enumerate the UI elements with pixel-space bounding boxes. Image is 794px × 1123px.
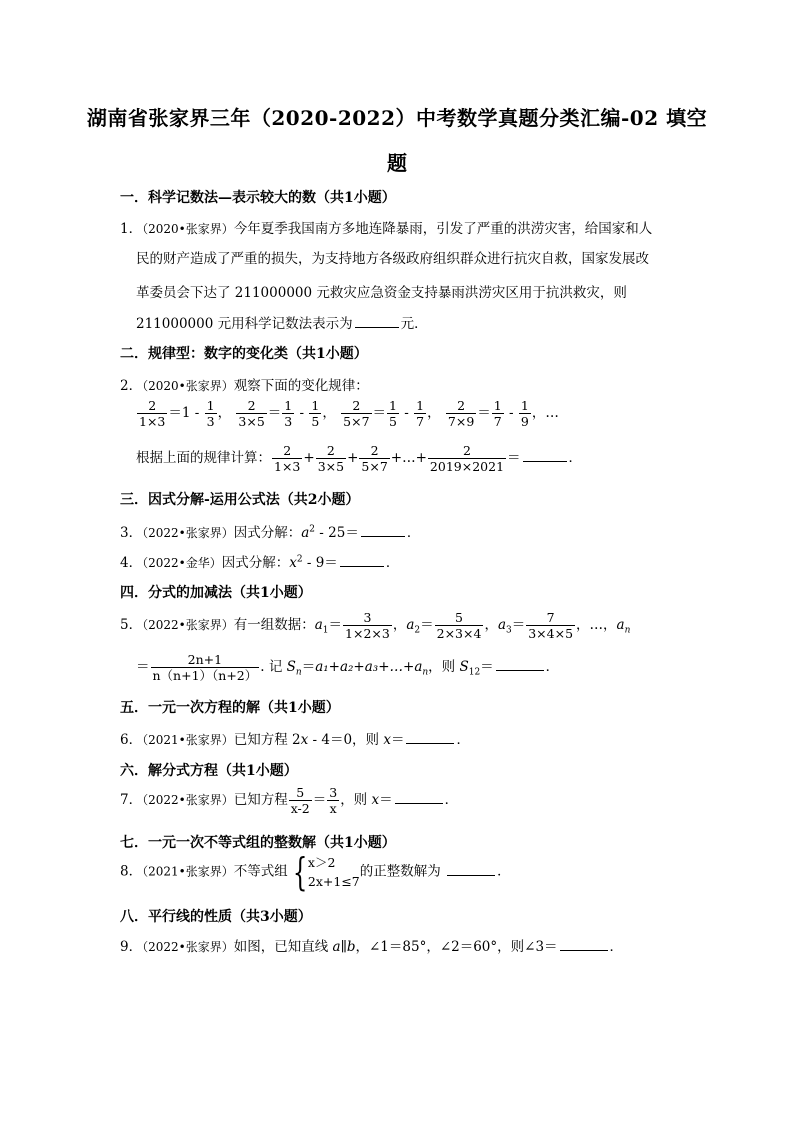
answer-blank xyxy=(395,791,443,804)
question-1-line-2: 民的财产造成了严重的损失，为支持地方各级政府组织群众进行抗灾自救，国家发展改 xyxy=(136,251,649,267)
question-4: 4．（2022•金华）因式分解：$x^2 - 9=$ ． xyxy=(120,554,400,571)
document-title-line2: 题 xyxy=(387,151,407,175)
question-1-line-4: 211000000 元用科学记数法表示为 元． xyxy=(136,316,428,332)
answer-blank xyxy=(560,938,608,951)
section-heading-6: 六．解分式方程（共1小题） xyxy=(120,763,298,779)
section-heading-8: 八．平行线的性质（共3小题） xyxy=(120,909,312,925)
question-8: 8．（2021•张家界）不等式组 { x＞2 2x+1≤7 的正整数解为 ． xyxy=(120,850,511,894)
answer-blank xyxy=(496,658,544,671)
section-heading-7: 七．一元一次不等式组的整数解（共1小题） xyxy=(120,835,396,851)
question-6: 6．（2021•张家界）已知方程 2x - 4＝0，则 x＝ ． xyxy=(120,732,470,748)
question-5-line-1: 5．（2022•张家界）有一组数据：$a_1=$ $\frac{3}{1\times 2\times 3}$ ，$a_2=$ $\frac{5}{2\times 3\times 4}$ ，$a_3=$ $\frac{7}{3\times 4\times 5}$ ，…，$a_n$ xyxy=(120,610,631,641)
section-heading-5: 五．一元一次方程的解（共1小题） xyxy=(120,700,340,716)
question-3: 3．（2022•张家界）因式分解：$a^2 - 25=$ ． xyxy=(120,524,421,541)
section-heading-4: 四．分式的加减法（共1小题） xyxy=(120,585,312,601)
answer-blank xyxy=(406,731,454,744)
brace-icon: { xyxy=(292,850,308,894)
section-heading-1: 一．科学记数法—表示较大的数（共1小题） xyxy=(120,190,396,206)
fraction: $\frac{2}{1\times 3}$ xyxy=(139,398,166,429)
answer-blank xyxy=(361,524,405,537)
question-source: （2020•张家界） xyxy=(142,222,234,236)
answer-blank xyxy=(447,863,495,876)
question-2-line-1: 2．（2020•张家界）观察下面的变化规律： xyxy=(120,378,369,394)
question-1-line-1: 1．（2020•张家界）今年夏季我国南方多地连降暴雨，引发了严重的洪涝灾害，给国家和人 xyxy=(120,221,653,237)
document-title-line1: 湖南省张家界三年（2020-2022）中考数学真题分类汇编-02 填空 xyxy=(86,106,708,130)
question-1-line-3: 革委员会下达了 211000000 元救灾应急资金支持暴雨洪涝灾区用于抗洪救灾，则 xyxy=(136,285,627,301)
section-heading-3: 三．因式分解-运用公式法（共2小题） xyxy=(120,492,360,508)
question-9: 9．（2022•张家界）如图，已知直线 a∥b，∠1＝85°，∠2＝60°，则∠3＝ ． xyxy=(120,939,624,955)
question-5-line-2: ＝ $\frac{2n+1}{n(n+1)(n+2)}$ . 记 $S_n=a_1+a_2+a_3+\dots+a_n$，则 $S_{12}=$ ． xyxy=(136,652,560,683)
answer-blank xyxy=(523,449,567,462)
question-2-calc: 根据上面的规律计算： $\frac{2}{1\times 3}$ + $\frac{2}{3\times 5}$ + $\frac{2}{5\times 7}$ +…+ $\frac{2}{2019\times 2021}$ ＝ ． xyxy=(136,443,583,474)
answer-blank xyxy=(340,554,384,567)
question-number: 1． xyxy=(120,221,143,237)
question-2-pattern: $\frac{2}{1\times 3}$ ＝1 - $\frac{1}{3}$ ， $\frac{2}{3\times 5}$ ＝ $\frac{1}{3}$ - $\frac{1}{5}$ ， $\frac{2}{5\times 7}$ ＝ $\frac{1}{5}$ - $\frac{1}{7}$ ， $\frac{2}{7\times 9}$ ＝ $\frac{1}{7}$ - $\frac{1}{9}$ ，… xyxy=(139,398,559,429)
answer-blank xyxy=(355,315,399,328)
question-7: 7．（2022•张家界）已知方程 $\frac{5}{x-2}$ ＝ $\frac{3}{x}$ ，则 x＝ ． xyxy=(120,785,459,816)
section-heading-2: 二．规律型：数字的变化类（共1小题） xyxy=(120,346,368,362)
